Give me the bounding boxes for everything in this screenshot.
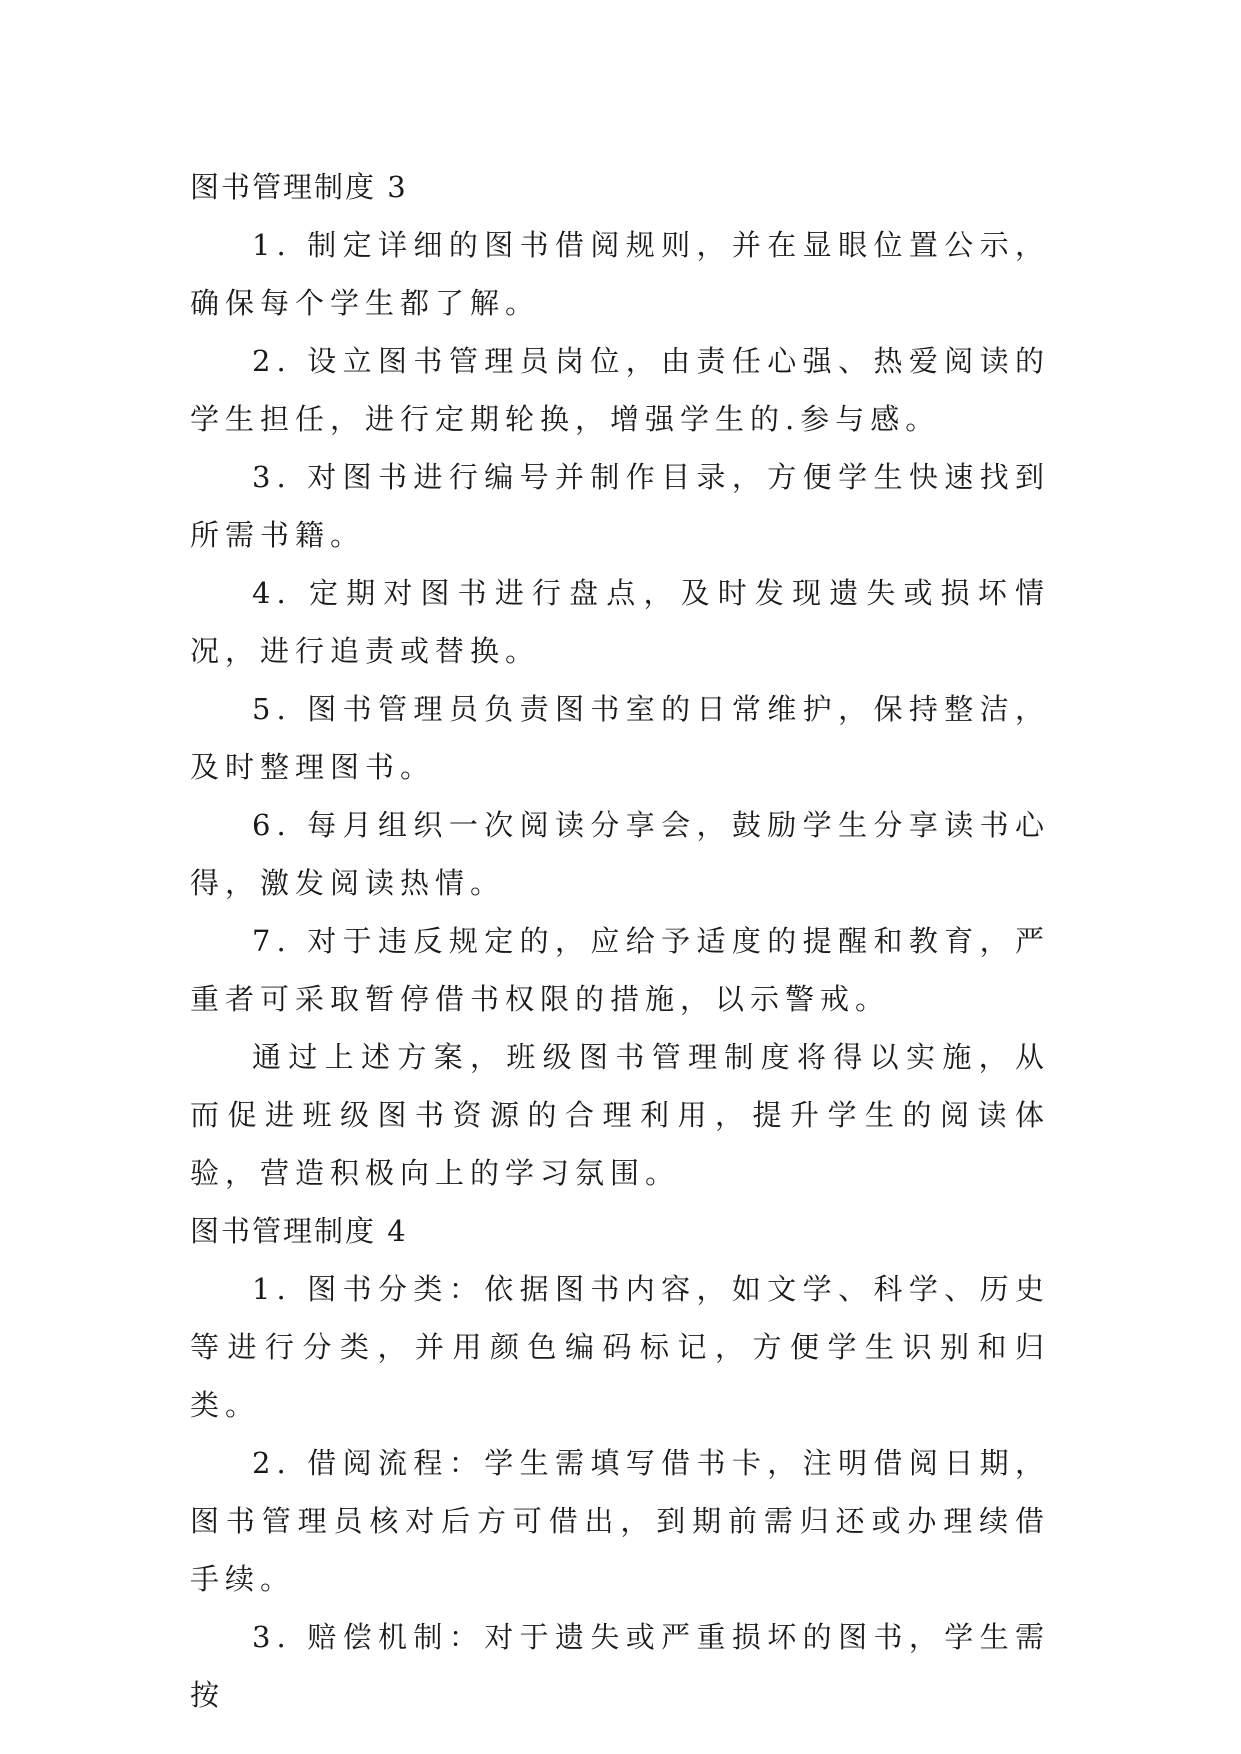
section-3-summary: 通过上述方案，班级图书管理制度将得以实施，从而促进班级图书资源的合理利用，提升学生的阅读体验，营造积极向上的学习氛围。 [190,1040,1050,1190]
section-3-item-4: 4. 定期对图书进行盘点，及时发现遗失或损坏情况，进行追责或替换。 [190,576,1050,668]
section-3-item-6: 6. 每月组织一次阅读分享会，鼓励学生分享读书心得，激发阅读热情。 [190,808,1050,900]
section-3-item-7: 7. 对于违反规定的，应给予适度的提醒和教育，严重者可采取暂停借书权限的措施，以示警戒。 [190,924,1050,1016]
section-3-item-3: 3. 对图书进行编号并制作目录，方便学生快速找到所需书籍。 [190,460,1050,552]
section-3-item-5: 5. 图书管理员负责图书室的日常维护，保持整洁，及时整理图书。 [190,692,1050,784]
section-4-title: 图书管理制度 4 [190,1214,408,1248]
section-3-title: 图书管理制度 3 [190,170,408,204]
section-3-item-2: 2. 设立图书管理员岗位，由责任心强、热爱阅读的学生担任，进行定期轮换，增强学生的.参与感。 [190,344,1050,436]
section-3-item-1: 1. 制定详细的图书借阅规则，并在显眼位置公示，确保每个学生都了解。 [190,228,1050,320]
document-page [190,158,1050,1724]
section-4-item-1: 1. 图书分类：依据图书内容，如文学、科学、历史等进行分类，并用颜色编码标记，方便学生识别和归类。 [190,1272,1050,1422]
section-4-item-2: 2. 借阅流程：学生需填写借书卡，注明借阅日期，图书管理员核对后方可借出，到期前需归还或办理续借手续。 [190,1446,1050,1596]
section-4-item-3: 3. 赔偿机制：对于遗失或严重损坏的图书，学生需按 [190,1620,1050,1712]
